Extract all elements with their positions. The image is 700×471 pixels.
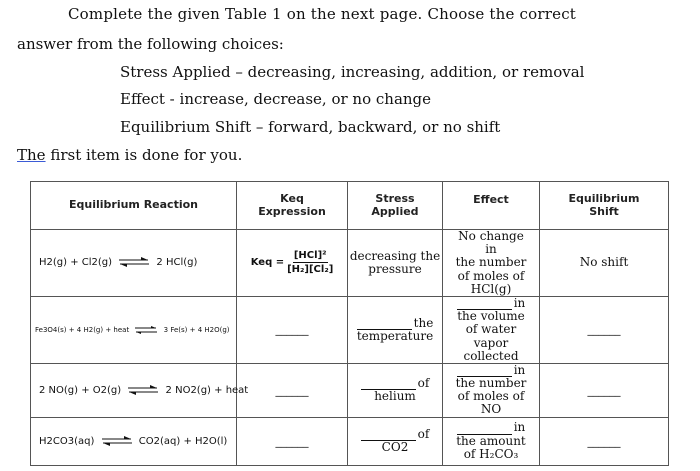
effect-cell[interactable]: in the number of moles of NO: [443, 363, 540, 417]
header-shift: Equilibrium Shift: [540, 182, 669, 230]
equilibrium-table: [30, 181, 669, 466]
header-effect: Effect: [443, 182, 540, 230]
shift-blank[interactable]: ______: [540, 296, 669, 363]
instruction-line-2: answer from the following choices:: [17, 35, 284, 53]
keq-fraction: $\frac{\text{[HCl]²}}{\text{[H₂][Cl₂]}}$: [287, 250, 334, 276]
stress-cell[interactable]: of helium: [348, 363, 443, 417]
equilibrium-arrow-icon: [102, 436, 132, 446]
effect-cell[interactable]: in the volume of water vapor collected: [443, 296, 540, 363]
stress-cell[interactable]: of CO2: [348, 417, 443, 465]
equilibrium-arrow-icon: [128, 385, 158, 395]
table-row: [31, 296, 669, 363]
header-reaction: Equilibrium Reaction: [31, 182, 237, 230]
note-first-item: [17, 146, 242, 164]
note-rest: first item is done for you.: [45, 146, 243, 164]
reaction-cell: H2CO3(aq) CO2(aq) + H2O(l): [31, 417, 237, 465]
table-row: [31, 363, 669, 417]
choice-effect: Effect - increase, decrease, or no change: [120, 90, 432, 108]
table-row: [31, 417, 669, 465]
reaction-cell: H2(g) + Cl2(g) 2 HCl(g): [31, 230, 237, 297]
table-row: [31, 230, 669, 297]
keq-blank[interactable]: ______: [237, 363, 348, 417]
keq-cell: Keq = $\frac{\text{[HCl]²}}{\text{[H₂][Cl₂]}}$: [237, 230, 348, 297]
equilibrium-arrow-icon: [119, 257, 149, 267]
instruction-line-1: Complete the given Table 1 on the next page. Choose the correct: [68, 5, 577, 23]
keq-blank[interactable]: ______: [237, 296, 348, 363]
stress-cell: decreasing the pressure: [348, 230, 443, 297]
shift-blank[interactable]: ______: [540, 417, 669, 465]
reaction-cell: 2 NO(g) + O2(g) 2 NO2(g) + heat: [31, 363, 237, 417]
note-prefix: The: [17, 146, 46, 164]
keq-blank[interactable]: ______: [237, 417, 348, 465]
effect-cell[interactable]: in the amount of H₂CO₃: [443, 417, 540, 465]
header-keq: Keq Expression: [237, 182, 348, 230]
stress-cell[interactable]: the temperature: [348, 296, 443, 363]
effect-cell: No change in the number of moles of HCl(g): [443, 230, 540, 297]
reaction-cell: Fe3O4(s) + 4 H2(g) + heat 3 Fe(s) + 4 H2O(g): [31, 296, 237, 363]
header-stress: Stress Applied: [348, 182, 443, 230]
shift-cell: No shift: [540, 230, 669, 297]
table-header-row: [31, 182, 669, 230]
choice-shift: Equilibrium Shift – forward, backward, or no shift: [120, 118, 501, 136]
shift-blank[interactable]: ______: [540, 363, 669, 417]
choice-stress: Stress Applied – decreasing, increasing, addition, or removal: [120, 63, 585, 81]
equilibrium-arrow-icon: [135, 326, 157, 334]
